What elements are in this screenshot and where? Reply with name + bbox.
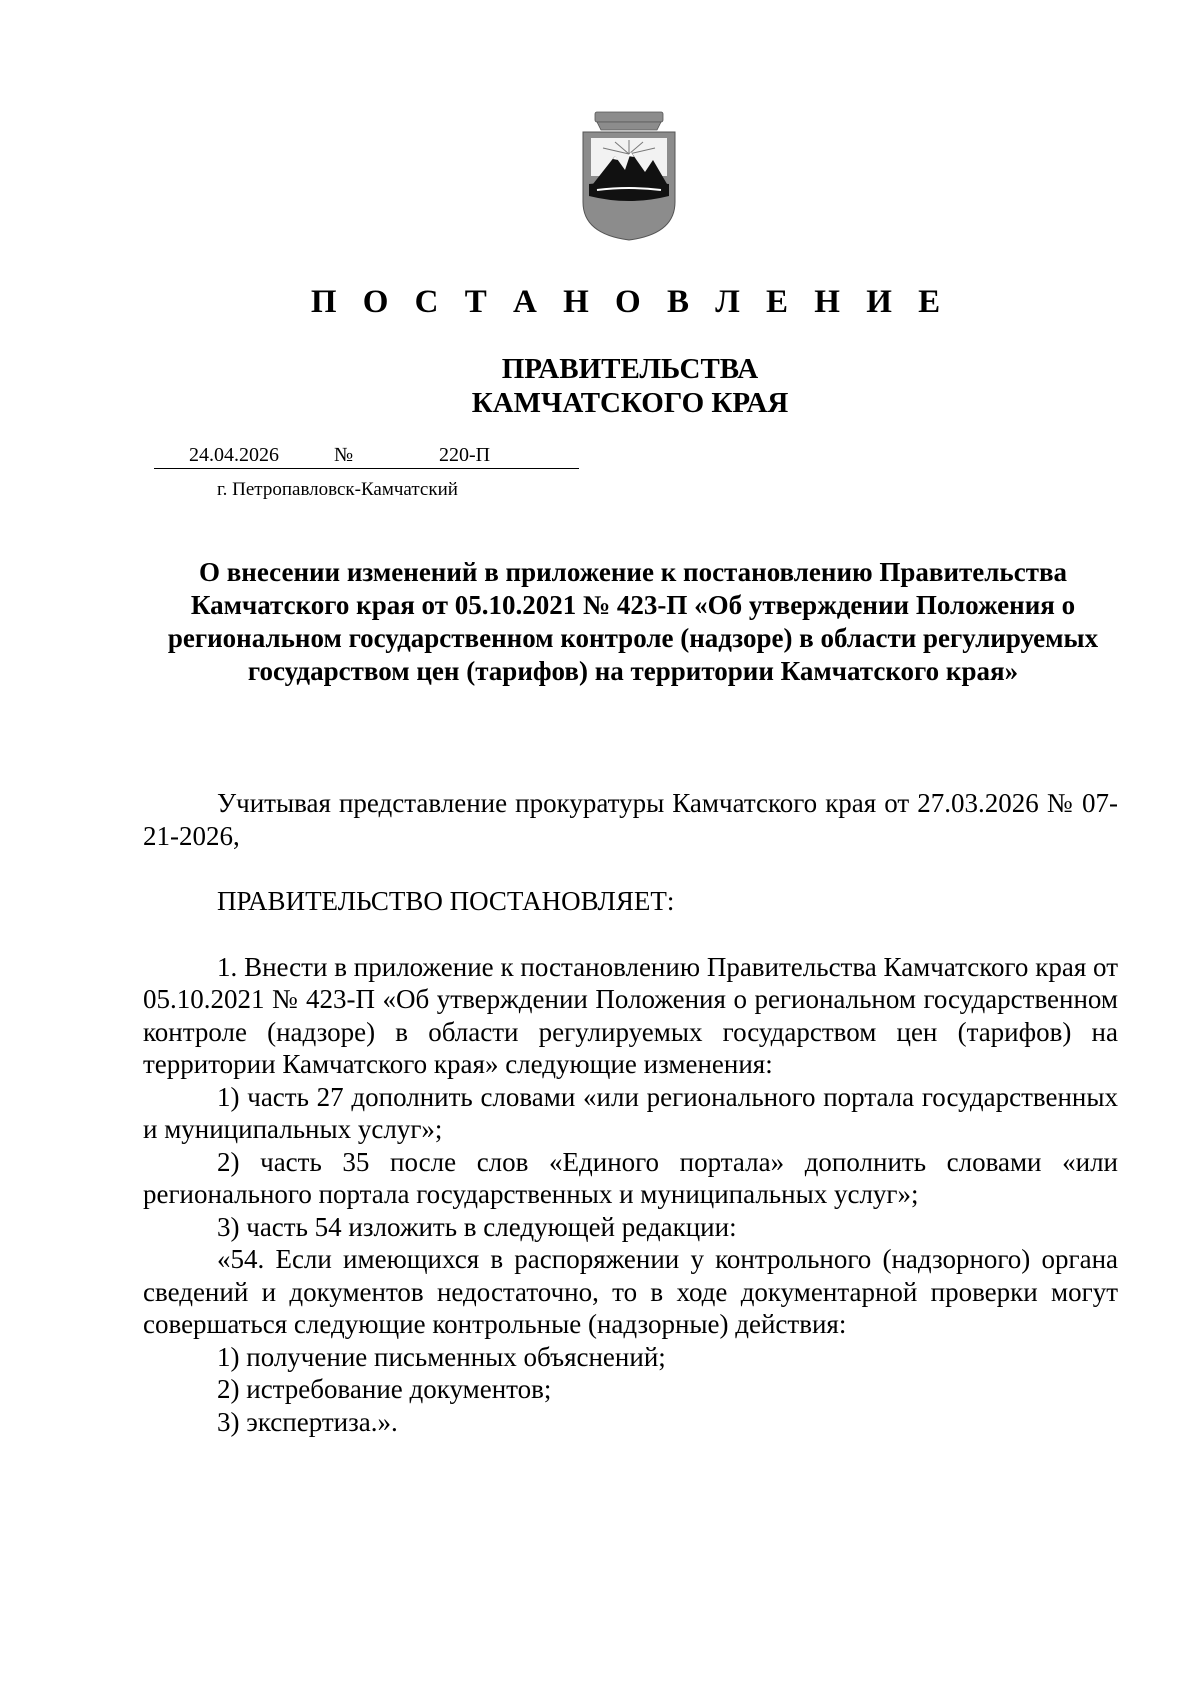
issuer-line: КАМЧАТСКОГО КРАЯ (471, 387, 789, 419)
paragraph-1: 1. Внести в приложение к постановлению Правительства Камчатского края от 05.10.2021 № 423-П «Об утверждении Положения о региональном государственном контроле (надзоре) в области регулируемых государством цен (тарифов) на территории Камчатского края» следующие изменения: (143, 951, 1118, 1079)
quoted-paragraph: «54. Если имеющихся в распоряжении у контрольного (надзорного) органа сведений и документов недостаточно, то в ходе документарной проверки могут совершаться следующие контрольные (надзорные) действия: (143, 1244, 1118, 1339)
issuer-line: ПРАВИТЕЛЬСТВА (501, 353, 759, 385)
quoted-item: 3) экспертиза.». (217, 1406, 398, 1437)
amendment-item: 1) часть 27 дополнить словами «или регионального портала государственных и муниципальных услуг»; (143, 1081, 1118, 1144)
number-sign: № (334, 444, 354, 466)
document-subject: О внесении изменений в приложение к постановлению Правительства Камчатского края от 05.10.2021 № 423-П «Об утверждении Положения о региональном государственном контроле (надзоре) в области регулируемых государством цен (тарифов) на территории Камчатского края» (167, 557, 1099, 686)
document-body (143, 787, 1118, 1438)
amendment-item: 3) часть 54 изложить в следующей редакции: (217, 1211, 737, 1242)
preamble: Учитывая представление прокуратуры Камчатского края от 27.03.2026 № 07-21-2026, (143, 788, 1118, 851)
document-meta-line (154, 443, 579, 469)
quoted-item: 1) получение письменных объяснений; (217, 1341, 666, 1372)
document-type: П О С Т А Н О В Л Е Н И Е (310, 284, 950, 320)
document-city: г. Петропавловск-Камчатский (217, 479, 458, 500)
amendment-item: 2) часть 35 после слов «Единого портала» дополнить словами «или регионального портала государственных и муниципальных услуг»; (143, 1146, 1118, 1209)
kamchatka-coat-of-arms-icon (575, 110, 683, 242)
document-date: 24.04.2026 (189, 444, 279, 466)
issuer (0, 352, 1200, 420)
resolution-clause: ПРАВИТЕЛЬСТВО ПОСТАНОВЛЯЕТ: (217, 886, 675, 916)
quoted-item: 2) истребование документов; (217, 1374, 552, 1404)
document-number: 220-П (439, 444, 491, 466)
